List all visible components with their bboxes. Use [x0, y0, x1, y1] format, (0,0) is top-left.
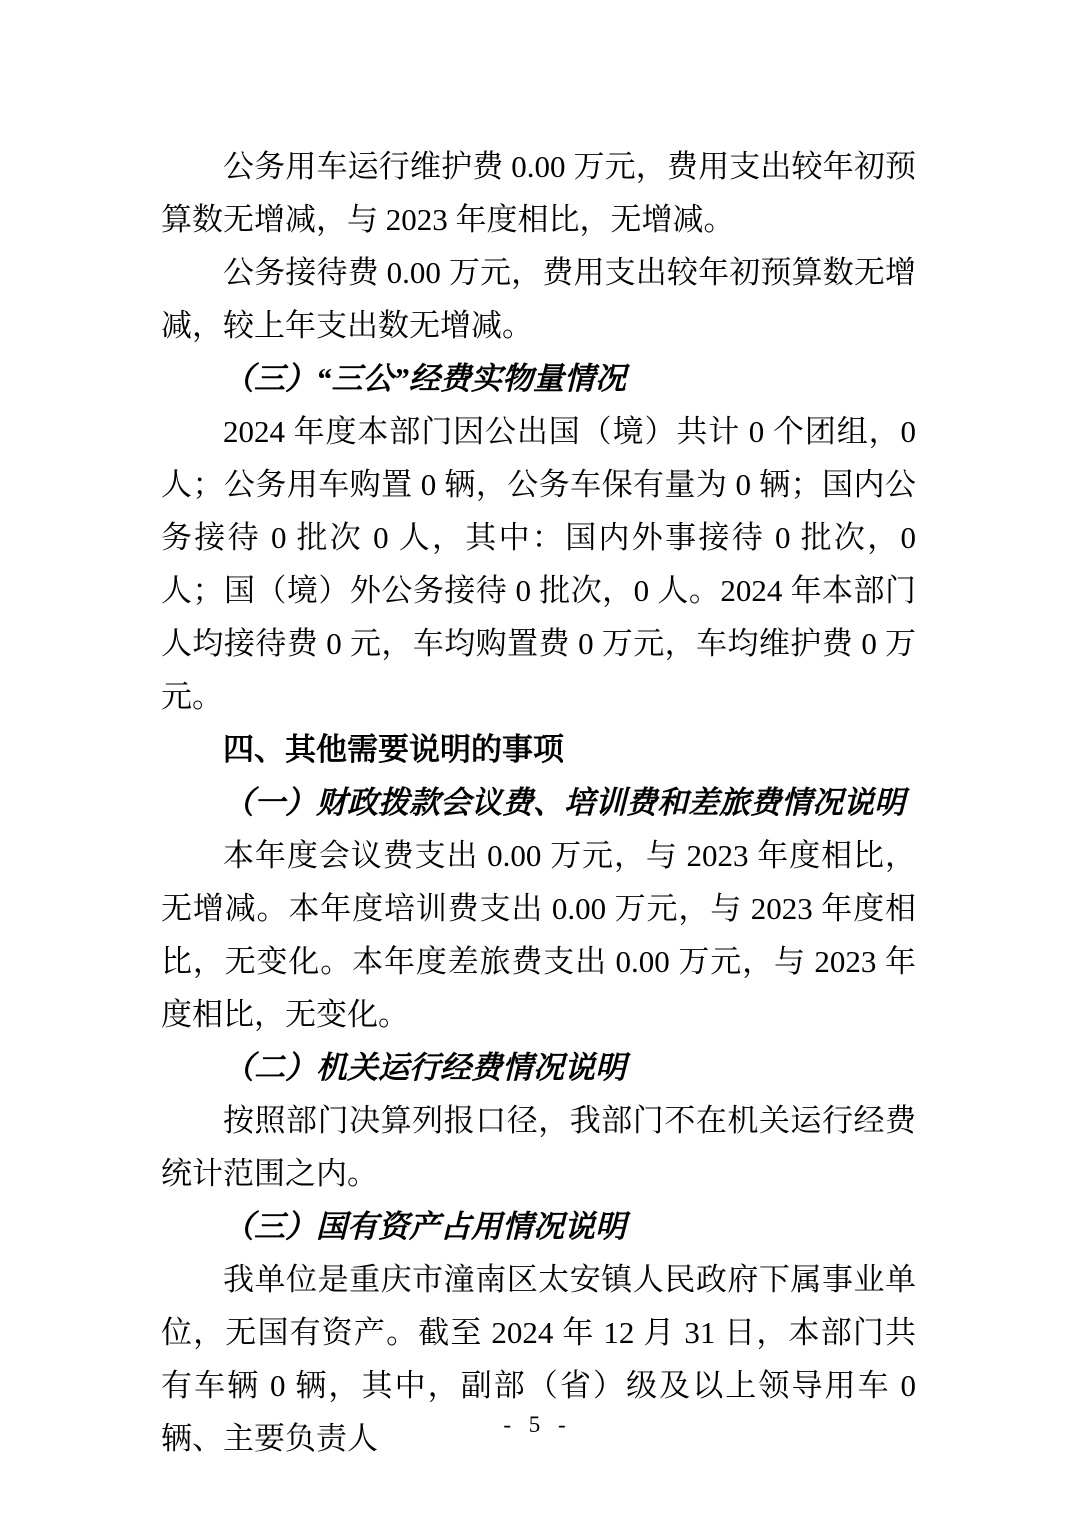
heading-other-matters: 四、其他需要说明的事项 [223, 732, 564, 767]
paragraph-physical-quantity-details: 2024 年度本部门因公出国（境）共计 0 个团组，0 人；公务用车购置 0 辆，公务车保有量为 0 辆；国内公务接待 0 批次 0 人，其中：国内外事接待 0 批次，0 人；国（境）外公务接待 0 批次，0 人。2024 年本部门人均接待费 0 元，车均购置费 0 万元，车均维护费 0 万元。 [161, 414, 916, 714]
heading-state-owned-assets: （三）国有资产占用情况说明 [223, 1209, 626, 1244]
paragraph-official-reception-cost: 公务接待费 0.00 万元，费用支出较年初预算数无增减，较上年支出数无增减。 [161, 255, 916, 343]
page-number: - 5 - [503, 1412, 572, 1437]
document-content [161, 140, 916, 1465]
paragraph-vehicle-operation-cost: 公务用车运行维护费 0.00 万元，费用支出较年初预算数无增减，与 2023 年度相比，无增减。 [161, 149, 916, 237]
page-footer [0, 1412, 1075, 1438]
heading-three-public-physical-quantity: （三）“三公”经费实物量情况 [223, 361, 626, 396]
heading-meeting-training-travel-fees: （一）财政拨款会议费、培训费和差旅费情况说明 [223, 785, 905, 820]
paragraph-meeting-training-travel-details: 本年度会议费支出 0.00 万元，与 2023 年度相比，无增减。本年度培训费支出 0.00 万元，与 2023 年度相比，无变化。本年度差旅费支出 0.00 万元，与 2023 年度相比，无变化。 [161, 838, 916, 1032]
heading-agency-operation-funds: （二）机关运行经费情况说明 [223, 1050, 626, 1085]
paragraph-agency-operation-details: 按照部门决算列报口径，我部门不在机关运行经费统计范围之内。 [161, 1103, 916, 1191]
paragraph-state-owned-assets-details: 我单位是重庆市潼南区太安镇人民政府下属事业单位，无国有资产。截至 2024 年 12 月 31 日，本部门共有车辆 0 辆，其中，副部（省）级及以上领导用车 0 辆、主要负责人 [161, 1262, 916, 1456]
